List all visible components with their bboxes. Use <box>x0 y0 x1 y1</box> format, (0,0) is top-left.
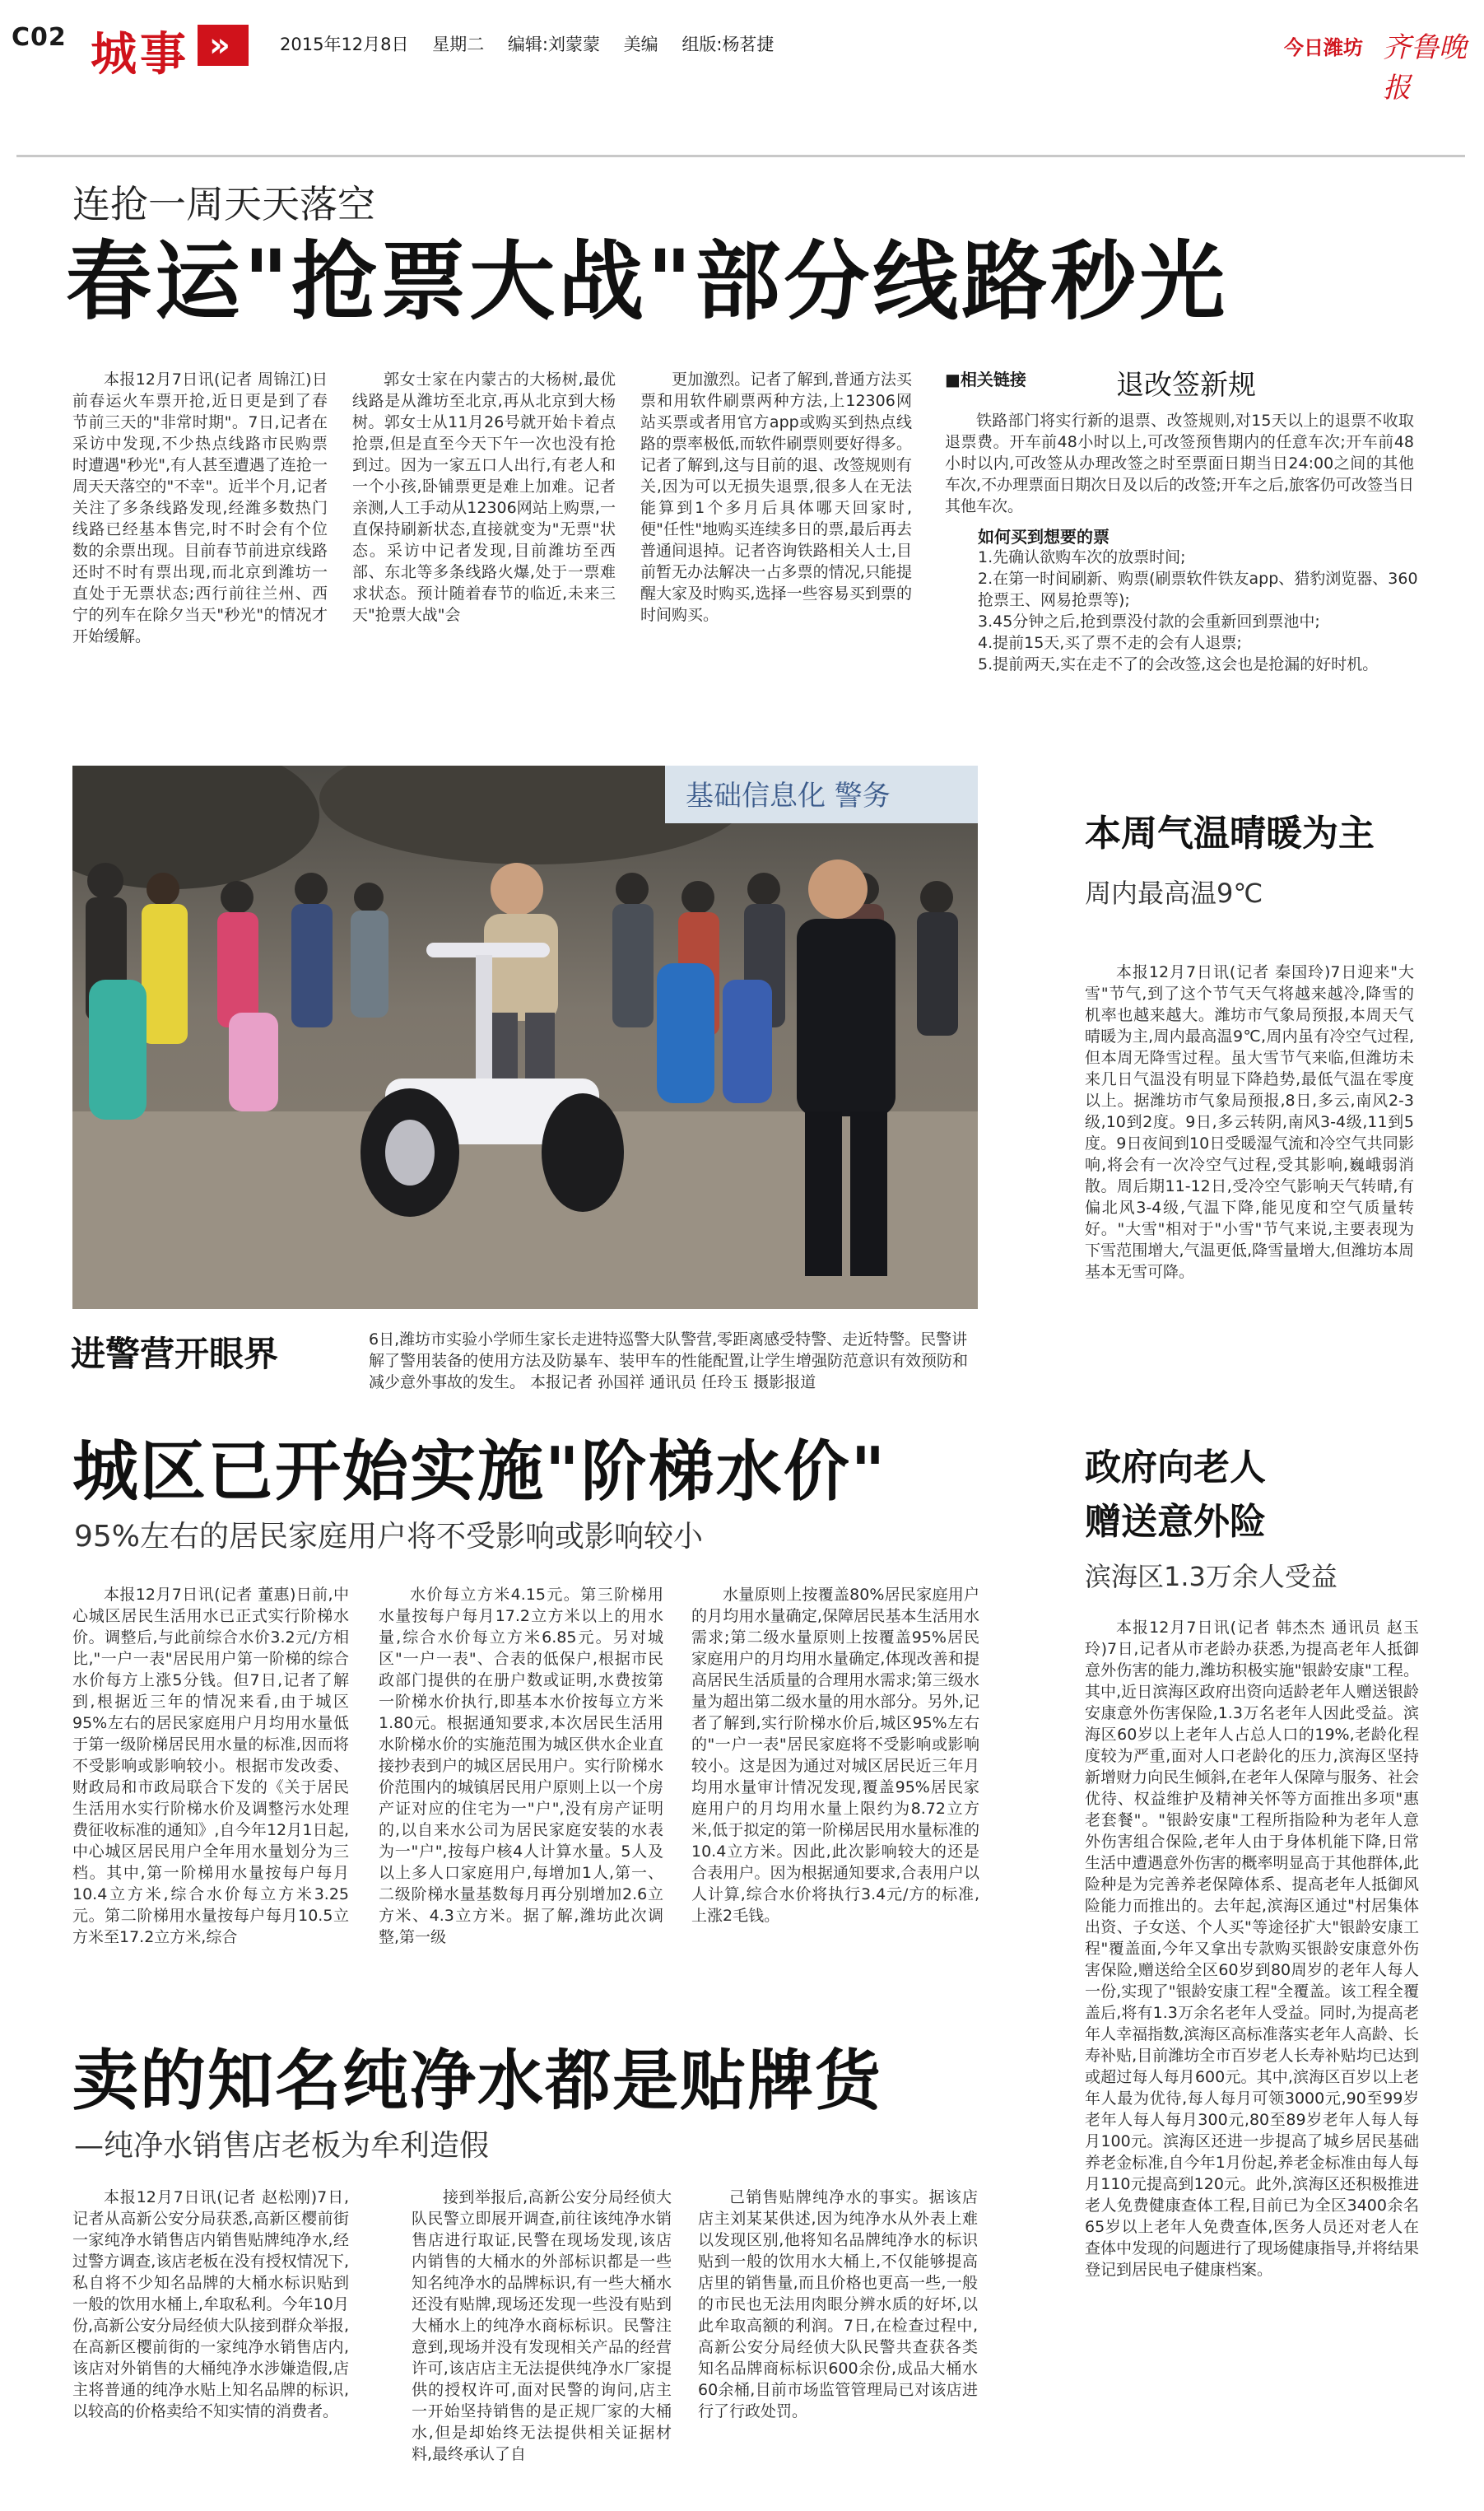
header-rule <box>16 155 1465 157</box>
article2-column-1: 本报12月7日讯(记者 董惠)日前,中心城区居民生活用水已正式实行阶梯水价。调整后,与此前综合水价3.2元/方相比,"一户一表"居民用户第一阶梯的综合水价每方上涨5分钱。但7日,记者了解到,根据近三年的情况来看,由于城区95%左右的居民家庭用户月均用水量低于第一级阶梯居民用水量的标准,因而将不受影响或影响较小。根据市发改委、财政局和市政局联合下发的《关于居民生活用水实行阶梯水价及调整污水处理费征收标准的通知》,自今年12月1日起,中心城区居民用户全年用水量划分为三档。其中,第一阶梯用水量按每户每月10.4立方米,综合水价每立方米3.25元。第二阶梯用水量按每户每月10.5立方米至17.2立方米,综合 <box>72 1586 349 1946</box>
howto-list <box>978 547 1422 675</box>
elderly-title-line2: 赠送意外险 <box>1085 1501 1266 1543</box>
news-photo <box>72 766 978 1309</box>
article3-subtitle: —纯净水销售店老板为牟利造假 <box>74 2129 490 2163</box>
howto-item: 5.提前两天,实在走不了的会改签,这会也是抢漏的好时机。 <box>978 655 1379 673</box>
issue-weekday: 星期二 <box>432 35 485 54</box>
elderly-subtitle: 滨海区1.3万余人受益 <box>1085 1561 1337 1592</box>
related-body: 铁路部门将实行新的退票、改签规则,对15天以上的退票不收取退票费。开车前48小时以上,可改签预售期内的任意车次;开车前48小时以内,可改签从办理改签之时至票面日期当日24:00之间的其他车次,不办理票面日期次日及以后的改签;开车之后,旅客仍可改签当日其他车次。 <box>945 412 1414 515</box>
article1-column-2: 郭女士家在内蒙古的大杨树,最优线路是从潍坊至北京,再从北京到大杨树。郭女士从11月26号就开始卡着点抢票,但是直至今天下午一次也没有抢到过。因为一家五口人出行,有老人和一个小孩,卧铺票更是难上加难。记者亲测,人工手动从12306网站上购票,一直保持刷新状态,直接就变为"无票"状态。采访中记者发现,目前潍坊至西部、东北等多条线路火爆,处于一票难求状态。预计随着春节的临近,未来三天"抢票大战"会 <box>352 370 616 624</box>
article1-kicker: 连抢一周天天落空 <box>72 182 375 226</box>
section-title: 城事 <box>91 27 189 82</box>
art-credit: 美编 <box>623 35 658 54</box>
article2-column-2: 水价每立方米4.15元。第三阶梯用水量按每户每月17.2立方米以上的用水量,综合水价每立方米6.85元。另对城区"一户一表"、合表的低保户,根据市民政部门提供的在册户数或证明,水费按第一阶梯水价执行,即基本水价按每立方米1.80元。根据通知要求,本次居民生活用水阶梯水价的实施范围为城区供水企业直接抄表到户的城区居民用户。实行阶梯水价范围内的城镇居民用户原则上以一个房产证对应的住宅为一"户",没有房产证明的,以自来水公司为居民家庭安装的水表为一"户",按每户核4人计算水量。5人及以上多人口家庭用户,每增加1人,第一、二级阶梯水量基数每月再分别增加2.6立方米、4.3立方米。据了解,潍坊此次调整,第一级 <box>379 1586 663 1946</box>
brand-tag: 今日潍坊 <box>1284 36 1363 59</box>
weather-subtitle: 周内最高温9℃ <box>1085 878 1263 909</box>
article1-title: 春运"抢票大战"部分线路秒光 <box>66 231 1229 332</box>
article3-column-1: 本报12月7日讯(记者 赵松刚)7日,记者从高新公安分局获悉,高新区樱前街一家纯净水销售店内销售贴牌纯净水,经过警方调查,该店老板在没有授权情况下,私自将不少知名品牌的大桶水标识贴到一般的饮用水桶上,牟取私利。今年10月份,高新公安分局经侦大队接到群众举报,在高新区樱前街的一家纯净水销售店内,该店对外销售的大桶纯净水涉嫌造假,店主将普通的纯净水贴上知名品牌的标识,以较高的价格卖给不知实情的消费者。 <box>72 2188 349 2420</box>
editor-credit: 编辑:刘蒙蒙 <box>507 35 600 54</box>
howto-item: 4.提前15天,买了票不走的会有人退票; <box>978 634 1242 652</box>
photo-caption-title: 进警营开眼界 <box>71 1334 279 1374</box>
article2-subtitle: 95%左右的居民家庭用户将不受影响或影响较小 <box>74 1520 704 1554</box>
related-link-title: 退改签新规 <box>1116 369 1256 402</box>
photo-illustration <box>72 766 978 1309</box>
page-number: C02 <box>12 23 67 52</box>
article1-column-1: 本报12月7日讯(记者 周锦江)日前春运火车票开抢,近日更是到了春节前三天的"非常时期"。7日,记者在采访中发现,不少热点线路市民购票时遭遇"秒光",有人甚至遭遇了连抢一周天天落空的"不幸"。近半个月,记者关注了多条线路发现,经潍多数热门线路已经基本售完,时不时会有个位数的余票出现。目前春节前进京线路还时不时有票出现,而北京到潍坊一直处于无票状态;西行前往兰州、西宁的列车在除夕当天"秒光"的情况才开始缓解。 <box>72 370 328 645</box>
article2-title: 城区已开始实施"阶梯水价" <box>72 1433 887 1510</box>
section-arrow-icon: » <box>198 25 249 66</box>
article1-column-3: 更加激烈。记者了解到,普通方法买票和用软件刷票两种方法,上12306网站买票或者用官方app或购买到热点线路的票率极低,而软件刷票则要好得多。记者了解到,这与目前的退、改签规则有关,因为可以无损失退票,很多人在无法能算到1个多月后具体哪天回家时,便"任性"地购买连续多日的票,最后再去普通间退掉。记者咨询铁路相关人士,目前暂无办法解决一占多票的情况,只能提醒大家及时购买,选择一些容易买到票的时间购买。 <box>640 370 912 624</box>
howto-item: 1.先确认欲购车次的放票时间; <box>978 548 1186 566</box>
related-link-label: ■相关链接 <box>945 370 1026 389</box>
article3-column-2: 接到举报后,高新公安分局经侦大队民警立即展开调查,前往该纯净水销售店进行取证,民警在现场发现,该店内销售的大桶水的外部标识都是一些知名纯净水的品牌标识,有一些大桶水还没有贴牌,现场还发现一些没有贴到大桶水上的纯净水商标标识。民警注意到,现场并没有发现相关产品的经营许可,该店店主无法提供纯净水厂家提供的授权许可,面对民警的询问,店主一开始坚持销售的是正规厂家的大桶水,但是却始终无法提供相关证据材料,最终承认了自 <box>412 2188 672 2463</box>
article3-title: 卖的知名纯净水都是贴牌货 <box>72 2043 882 2119</box>
howto-item: 2.在第一时间刷新、购票(刷票软件铁友app、猎豹浏览器、360抢票王、网易抢票等); <box>978 570 1418 609</box>
elderly-body: 本报12月7日讯(记者 韩杰杰 通讯员 赵玉玲)7日,记者从市老龄办获悉,为提高老年人抵御意外伤害的能力,潍坊积极实施"银龄安康"工程。其中,近日滨海区政府出资向适龄老年人赠送银龄安康意外伤害保险,1.3万名老年人因此受益。滨海区60岁以上老年人占总人口的19%,老龄化程度较为严重,面对人口老龄化的压力,滨海区坚持新增财力向民生倾斜,在老年人保障与服务、社会优待、权益维护及精神关怀等方面推出多项"惠老套餐"。"银龄安康"工程所指险种为老年人意外伤害组合保险,老年人由于身体机能下降,日常生活中遭遇意外伤害的概率明显高于其他群体,此险种是为完善养老保障体系、提高老年人抵御风险能力而推出的。去年起,滨海区通过"村居集体出资、子女送、个人买"等途径扩大"银龄安康工程"覆盖面,今年又拿出专款购买银龄安康意外伤害保险,赠送给全区60岁到80周岁的老年人每人一份,实现了"银龄安康工程"全覆盖。该工程全覆盖后,将有1.3万余名老年人受益。同时,为提高老年人幸福指数,滨海区高标准落实老年人高龄、长寿补贴,目前潍坊全市百岁老人长寿补贴均已达到或超过每人每月600元。其中,滨海区百岁以上老年人最为优待,每人每月可领3000元,90至99岁老年人每人每月300元,80至89岁老年人每人每月100元。滨海区还进一步提高了城乡居民基础养老金标准,自今年1月份起,养老金标准由每人每月110元提高到120元。此外,滨海区还积极推进老人免费健康查体工程,目前已为全区3400余名65岁以上老年人免费查体,医务人员还对老人在查体中发现的问题进行了现场健康指导,并将结果登记到居民电子健康档案。 <box>1085 1619 1419 2279</box>
newspaper-logo: 齐鲁晚报 <box>1383 31 1467 105</box>
weather-body: 本报12月7日讯(记者 秦国玲)7日迎来"大雪"节气,到了这个节气天气将越来越冷,降雪的机率也越来越大。潍坊市气象局预报,本周天气晴暖为主,周内最高温9℃,周内虽有冷空气过程,但本周无降雪过程。虽大雪节气来临,但潍坊未来几日气温没有明显下降趋势,最低气温在零度以上。据潍坊市气象局预报,8日,多云,南风2-3级,10到2度。9日,多云转阴,南风3-4级,11到5度。9日夜间到10日受暖湿气流和冷空气共同影响,将会有一次冷空气过程,受其影响,巍峨弱消散。周后期11-12日,受冷空气影响天气转晴,有偏北风3-4级,气温下降,能见度和空气质量转好。"大雪"相对于"小雪"节气来说,主要表现为下雪范围增大,气温更低,降雪量增大,但潍坊本周基本无雪可降。 <box>1085 963 1414 1281</box>
elderly-title-line1: 政府向老人 <box>1085 1447 1266 1488</box>
article2-column-3: 水量原则上按覆盖80%居民家庭用户的月均用水量确定,保障居民基本生活用水需求;第二级水量原则上按覆盖95%居民家庭用户的月均用水量确定,体现改善和提高居民生活质量的合理用水需求;第三级水量为超出第二级水量的用水部分。另外,记者了解到,实行阶梯水价后,城区95%左右的"一户一表"居民家庭将不受影响或影响较小。这是因为通过对城区居民近三年月均用水量审计情况发现,覆盖95%居民家庭用户的月均用水量上限约为8.72立方米,低于拟定的第一阶梯居民用水量标准的10.4立方米。因此,此次影响较大的还是合表用户。因为根据通知要求,合表用户以人计算,综合水价将执行3.4元/方的标准,上涨2毛钱。 <box>691 1586 979 1925</box>
howto-item: 3.45分钟之后,抢到票没付款的会重新回到票池中; <box>978 613 1320 631</box>
article3-column-3: 己销售贴牌纯净水的事实。据该店店主刘某某供述,因为纯净水从外表上难以发现区别,他将知名品牌纯净水的标识贴到一般的饮用水大桶上,不仅能够提高店里的销售量,而且价格也更高一些,一般的市民也无法用肉眼分辨水质的好坏,以此牟取高额的利润。7日,在检查过程中,高新公安分局经侦大队民警共查获各类知名品牌商标标识600余份,成品大桶水60余桶,目前市场监管管理局已对该店进行了行政处罚。 <box>698 2188 978 2420</box>
board-text: 基础信息化 警务 <box>686 780 891 813</box>
dateline <box>280 31 792 56</box>
issue-date: 2015年12月8日 <box>280 35 409 54</box>
howto-title: 如何买到想要的票 <box>978 527 1110 547</box>
photo-caption: 6日,潍坊市实验小学师生家长走进特巡警大队警营,零距离感受特警、走近特警。民警讲解了警用装备的使用方法及防暴车、装甲车的性能配置,让学生增强防范意识有效预防和减少意外事故的发生。 本报记者 孙国祥 通讯员 任玲玉 摄影报道 <box>369 1330 969 1391</box>
proof-credit: 组版:杨茗捷 <box>682 35 775 54</box>
weather-title: 本周气温晴暖为主 <box>1085 813 1375 855</box>
